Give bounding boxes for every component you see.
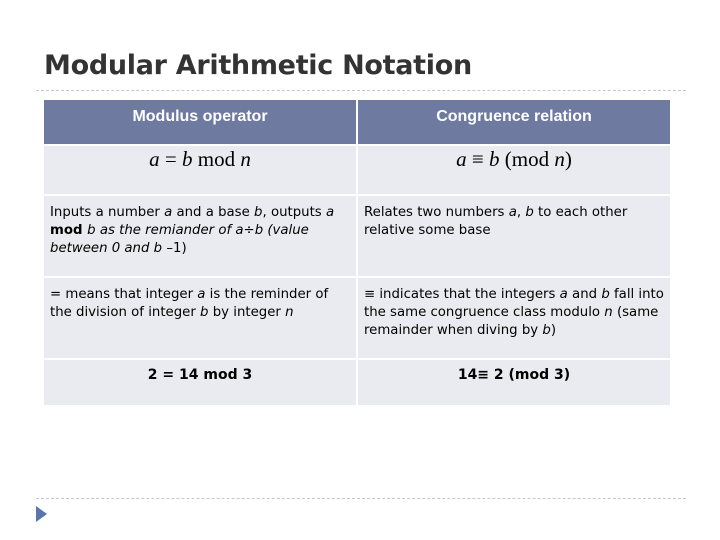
example-modulus: 2 = 14 mod 3	[43, 359, 357, 406]
mod-keyword: mod	[192, 147, 241, 171]
var-b: b	[200, 305, 209, 320]
formula-modulus	[43, 145, 357, 195]
var-b: b	[87, 223, 96, 238]
text: )	[550, 323, 557, 338]
header-row	[43, 99, 671, 145]
text: (same remainder when diving by	[364, 305, 659, 338]
example-congruence: 14≡ 2 (mod 3)	[357, 359, 671, 406]
text: is the reminder of the division of integer	[50, 287, 329, 320]
divider-bottom	[36, 498, 686, 499]
var-n: n	[285, 305, 294, 320]
var-a: a	[164, 205, 173, 220]
header-congruence-relation: Congruence relation	[357, 99, 671, 145]
divider-top	[36, 90, 686, 91]
desc-modulus-inputs	[43, 195, 357, 277]
desc-congruence-meaning	[357, 277, 671, 359]
var-b: b	[153, 241, 163, 256]
var-n: n	[604, 305, 613, 320]
var-b: b	[489, 147, 500, 171]
equals-sign: =	[159, 147, 182, 171]
description-row-2	[43, 277, 671, 359]
triangle-bullet-icon	[36, 506, 47, 522]
text: –1)	[162, 241, 187, 256]
var-a: a	[197, 287, 206, 302]
var-a: a	[508, 205, 517, 220]
description-row-1	[43, 195, 671, 277]
slide-title: Modular Arithmetic Notation	[44, 50, 472, 81]
text: to each other relative some base	[364, 205, 628, 238]
var-n: n	[554, 147, 565, 171]
text: and a base	[172, 205, 255, 220]
text: Inputs a number	[50, 205, 165, 220]
text: and	[567, 287, 602, 302]
example-row	[43, 359, 671, 406]
notation-table	[42, 98, 672, 407]
desc-congruence-relates	[357, 195, 671, 277]
var-a: a	[149, 147, 160, 171]
text: , outputs	[262, 205, 326, 220]
var-b: b	[601, 287, 610, 302]
text: fall into the same congruence class modulo	[364, 287, 664, 320]
text: as the remiander of a÷b (value between 0 and	[50, 223, 309, 256]
text: = means that integer	[50, 287, 198, 302]
var-a: a	[559, 287, 568, 302]
mod-keyword: mod	[50, 223, 88, 238]
var-b: b	[182, 147, 193, 171]
mod-close: )	[564, 147, 572, 171]
var-b: b	[542, 323, 551, 338]
text: ,	[516, 205, 526, 220]
desc-modulus-meaning	[43, 277, 357, 359]
var-b: b	[254, 205, 263, 220]
formula-congruence	[357, 145, 671, 195]
mod-open: (mod	[499, 147, 555, 171]
var-a: a	[456, 147, 467, 171]
var-a: a	[325, 205, 335, 220]
congruence-sign: ≡	[466, 147, 489, 171]
text: by integer	[208, 305, 286, 320]
formula-row	[43, 145, 671, 195]
text: Relates two numbers	[364, 205, 509, 220]
header-modulus-operator: Modulus operator	[43, 99, 357, 145]
var-b: b	[525, 205, 534, 220]
var-n: n	[240, 147, 251, 171]
text: ≡ indicates that the integers	[364, 287, 560, 302]
